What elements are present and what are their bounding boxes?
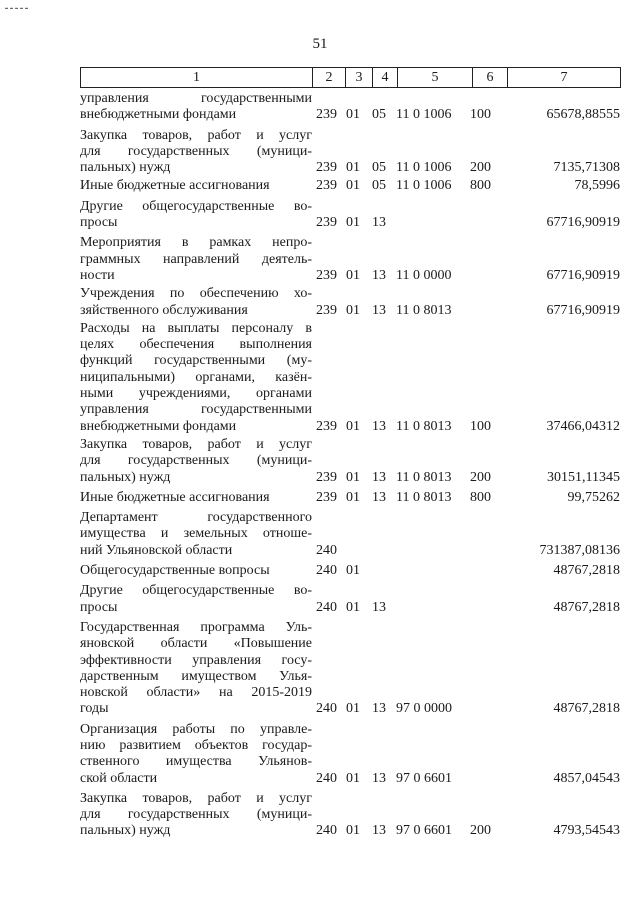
cell-c5: 11 0 8013 xyxy=(396,302,452,318)
cell-c2: 239 xyxy=(316,215,337,231)
table-row xyxy=(80,286,620,319)
row-description xyxy=(80,178,312,194)
description-line: просы xyxy=(80,599,118,615)
row-description xyxy=(80,321,312,435)
description-line: пальных) нужд xyxy=(80,160,171,176)
description-line: целях обеспечения выполнения xyxy=(80,337,312,353)
cell-c7: 78,5996 xyxy=(574,178,620,194)
cell-c3: 01 xyxy=(346,302,360,318)
cell-c5: 11 0 1006 xyxy=(396,178,452,194)
table-row xyxy=(80,178,620,194)
description-line: зяйственного обслуживания xyxy=(80,302,248,318)
cell-c4: 13 xyxy=(372,701,386,717)
cell-c3: 01 xyxy=(346,160,360,176)
description-line: Закупка товаров, работ и услуг xyxy=(80,436,312,452)
cell-c6: 800 xyxy=(470,178,491,194)
cell-c7: 731387,08136 xyxy=(539,542,620,558)
header-col-2: 2 xyxy=(313,68,346,88)
cell-c7: 67716,90919 xyxy=(546,215,620,231)
cell-c7: 4793,54543 xyxy=(553,823,620,839)
description-line: эффективности управления госу- xyxy=(80,652,312,668)
cell-c5: 11 0 8013 xyxy=(396,489,452,505)
cell-c2: 240 xyxy=(316,701,337,717)
cell-c3: 01 xyxy=(346,418,360,434)
table-row xyxy=(80,199,620,232)
cell-c5: 97 0 6601 xyxy=(396,823,452,839)
cell-c3: 01 xyxy=(346,267,360,283)
cell-c5: 11 0 1006 xyxy=(396,107,452,123)
cell-c7: 48767,2818 xyxy=(553,563,620,579)
row-description xyxy=(80,437,312,486)
cell-c2: 240 xyxy=(316,599,337,615)
cell-c4: 13 xyxy=(372,418,386,434)
description-line: дарственным имуществом Улья- xyxy=(80,668,312,684)
cell-c3: 01 xyxy=(346,701,360,717)
description-line: ской области xyxy=(80,770,158,786)
row-description xyxy=(80,510,312,559)
row-description xyxy=(80,620,312,718)
description-line: функций государственными (му- xyxy=(80,353,312,369)
cell-c4: 05 xyxy=(372,107,386,123)
scan-artifact-top-left: ⁃⁃⁃⁃⁃ xyxy=(4,4,29,15)
cell-c4: 05 xyxy=(372,178,386,194)
description-line: для государственных (муници- xyxy=(80,453,312,469)
cell-c7: 4857,04543 xyxy=(553,770,620,786)
description-line: граммных направлений деятель- xyxy=(80,251,312,267)
cell-c3: 01 xyxy=(346,178,360,194)
description-line: управления государственными xyxy=(80,91,312,106)
row-description xyxy=(80,235,312,284)
cell-c4: 13 xyxy=(372,267,386,283)
row-description xyxy=(80,490,312,506)
description-line: новской области» на 2015-2019 xyxy=(80,685,312,701)
cell-c4: 13 xyxy=(372,469,386,485)
cell-c3: 01 xyxy=(346,469,360,485)
cell-c6: 800 xyxy=(470,489,491,505)
cell-c4: 05 xyxy=(372,160,386,176)
page-number: 51 xyxy=(312,36,328,52)
cell-c2: 239 xyxy=(316,178,337,194)
description-line: Департамент государственного xyxy=(80,510,312,526)
description-line: внебюджетными фондами xyxy=(80,107,237,123)
table-row xyxy=(80,235,620,284)
cell-c4: 13 xyxy=(372,302,386,318)
cell-c2: 240 xyxy=(316,563,337,579)
header-col-3: 3 xyxy=(346,68,373,88)
cell-c4: 13 xyxy=(372,489,386,505)
description-line: для государственных (муници- xyxy=(80,143,312,159)
row-description xyxy=(80,791,312,840)
table-row xyxy=(80,128,620,177)
cell-c4: 13 xyxy=(372,215,386,231)
row-description xyxy=(80,563,312,579)
description-line: Учреждения по обеспечению хо- xyxy=(80,286,312,302)
cell-c3: 01 xyxy=(346,215,360,231)
description-line: нию развитием объектов государ- xyxy=(80,737,312,753)
description-line: Закупка товаров, работ и услуг xyxy=(80,127,312,143)
cell-c7: 37466,04312 xyxy=(546,418,620,434)
description-line: Другие общегосударственные во- xyxy=(80,583,312,599)
table-row xyxy=(80,791,620,840)
cell-c7: 67716,90919 xyxy=(546,267,620,283)
cell-c7: 65678,88555 xyxy=(546,107,620,123)
cell-c7: 99,75262 xyxy=(567,489,620,505)
budget-table-body xyxy=(80,89,620,840)
description-line: внебюджетными фондами xyxy=(80,418,237,434)
cell-c7: 48767,2818 xyxy=(553,701,620,717)
header-col-6: 6 xyxy=(473,68,508,88)
cell-c2: 240 xyxy=(316,542,337,558)
row-description xyxy=(80,91,312,124)
cell-c4: 13 xyxy=(372,770,386,786)
description-line: ниципальными) органами, казён- xyxy=(80,369,312,385)
description-line: ственного имущества Ульянов- xyxy=(80,754,312,770)
cell-c3: 01 xyxy=(346,599,360,615)
table-row xyxy=(80,321,620,435)
description-line: имущества и земельных отноше- xyxy=(80,526,312,542)
cell-c5: 11 0 1006 xyxy=(396,160,452,176)
header-col-7: 7 xyxy=(508,68,621,88)
cell-c3: 01 xyxy=(346,107,360,123)
table-row xyxy=(80,490,620,506)
description-line: Другие общегосударственные во- xyxy=(80,198,312,214)
row-description xyxy=(80,722,312,787)
cell-c5: 11 0 0000 xyxy=(396,267,452,283)
description-line: Расходы на выплаты персоналу в xyxy=(80,320,312,336)
description-line: пальных) нужд xyxy=(80,823,171,839)
description-line: ний Ульяновской области xyxy=(80,542,233,558)
description-line: Иные бюджетные ассигнования xyxy=(80,489,270,505)
cell-c3: 01 xyxy=(346,489,360,505)
cell-c2: 240 xyxy=(316,823,337,839)
cell-c6: 200 xyxy=(470,823,491,839)
table-header xyxy=(80,67,621,88)
description-line: годы xyxy=(80,701,109,717)
row-description xyxy=(80,199,312,232)
description-line: Государственная программа Уль- xyxy=(80,619,312,635)
cell-c7: 30151,11345 xyxy=(547,469,620,485)
row-description xyxy=(80,286,312,319)
cell-c5: 97 0 0000 xyxy=(396,701,452,717)
cell-c2: 240 xyxy=(316,770,337,786)
cell-c5: 11 0 8013 xyxy=(396,418,452,434)
description-line: Общегосударственные вопросы xyxy=(80,563,270,579)
cell-c2: 239 xyxy=(316,267,337,283)
table-row xyxy=(80,510,620,559)
row-description xyxy=(80,583,312,616)
cell-c6: 200 xyxy=(470,469,491,485)
table-row xyxy=(80,91,620,124)
cell-c3: 01 xyxy=(346,823,360,839)
table-row xyxy=(80,437,620,486)
cell-c4: 13 xyxy=(372,823,386,839)
row-description xyxy=(80,128,312,177)
description-line: Закупка товаров, работ и услуг xyxy=(80,790,312,806)
description-line: яновской области «Повышение xyxy=(80,636,312,652)
table-row xyxy=(80,583,620,616)
header-col-5: 5 xyxy=(398,68,473,88)
cell-c3: 01 xyxy=(346,563,360,579)
description-line: просы xyxy=(80,215,118,231)
description-line: для государственных (муници- xyxy=(80,807,312,823)
cell-c2: 239 xyxy=(316,160,337,176)
header-col-1: 1 xyxy=(81,68,313,88)
table-row xyxy=(80,563,620,579)
cell-c7: 7135,71308 xyxy=(553,160,620,176)
cell-c6: 100 xyxy=(470,107,491,123)
description-line: Мероприятия в рамках непро- xyxy=(80,235,312,251)
cell-c7: 48767,2818 xyxy=(553,599,620,615)
cell-c5: 97 0 6601 xyxy=(396,770,452,786)
cell-c6: 100 xyxy=(470,418,491,434)
header-col-4: 4 xyxy=(373,68,398,88)
cell-c2: 239 xyxy=(316,302,337,318)
cell-c3: 01 xyxy=(346,770,360,786)
description-line: ности xyxy=(80,267,115,283)
cell-c7: 67716,90919 xyxy=(546,302,620,318)
table-row xyxy=(80,722,620,787)
cell-c2: 239 xyxy=(316,469,337,485)
cell-c5: 11 0 8013 xyxy=(396,469,452,485)
table-row xyxy=(80,620,620,718)
cell-c4: 13 xyxy=(372,599,386,615)
description-line: управления государственными xyxy=(80,402,312,418)
cell-c2: 239 xyxy=(316,418,337,434)
cell-c6: 200 xyxy=(470,160,491,176)
cell-c2: 239 xyxy=(316,107,337,123)
description-line: Организация работы по управле- xyxy=(80,721,312,737)
description-line: ными учреждениями, органами xyxy=(80,386,312,402)
cell-c2: 239 xyxy=(316,489,337,505)
description-line: пальных) нужд xyxy=(80,469,171,485)
description-line: Иные бюджетные ассигнования xyxy=(80,178,270,194)
